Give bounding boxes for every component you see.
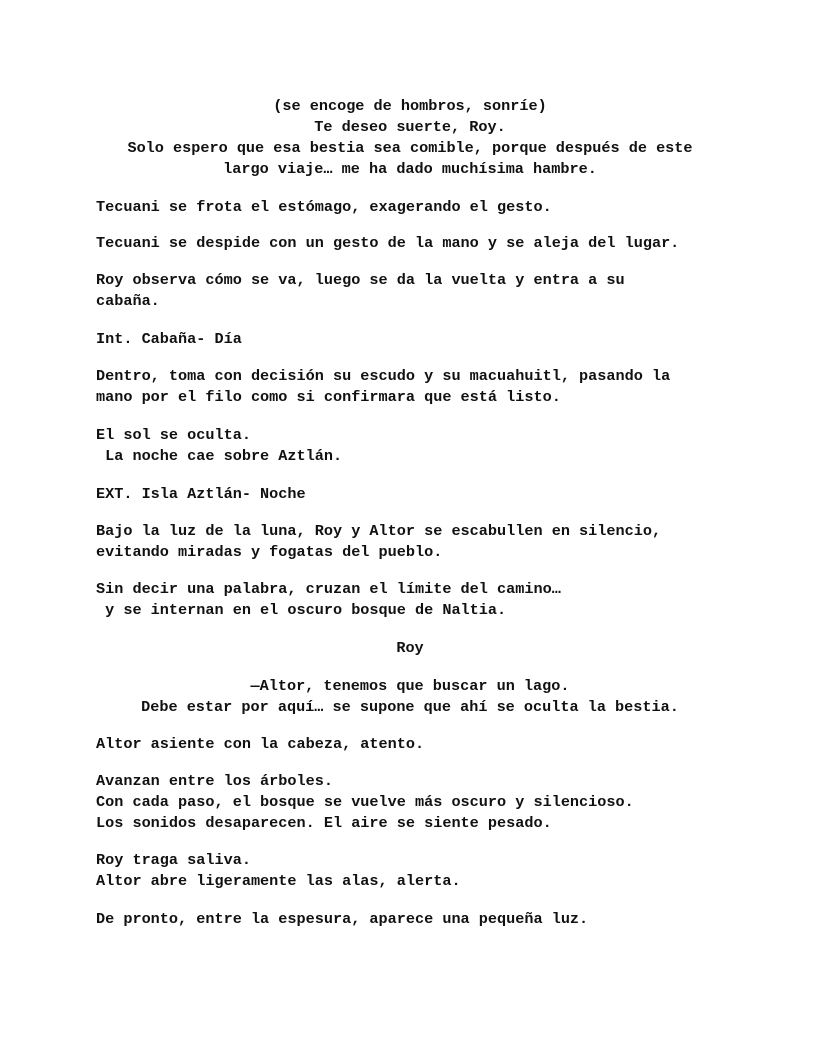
action-line: La noche cae sobre Aztlán. <box>96 447 343 465</box>
action-line: Bajo la luz de la luna, Roy y Altor se escabullen en silencio, <box>96 522 662 540</box>
action-line: Tecuani se frota el estómago, exagerando el gesto. <box>96 198 552 216</box>
dialogue-line: Te deseo suerte, Roy. <box>314 118 506 136</box>
action-line: Sin decir una palabra, cruzan el límite del camino… <box>96 580 561 598</box>
action-line: Tecuani se despide con un gesto de la mano y se aleja del lugar. <box>96 234 680 252</box>
dialogue-line: Solo espero que esa bestia sea comible, porque después de este <box>127 139 693 157</box>
action-line: Dentro, toma con decisión su escudo y su macuahuitl, pasando la <box>96 367 671 385</box>
action-line: y se internan en el oscuro bosque de Naltia. <box>96 601 507 619</box>
action-line: Altor asiente con la cabeza, atento. <box>96 735 425 753</box>
parenthetical: (se encoge de hombros, sonríe) <box>273 97 547 115</box>
action-line: evitando miradas y fogatas del pueblo. <box>96 543 443 561</box>
dialogue-line: Debe estar por aquí… se supone que ahí se oculta la bestia. <box>141 698 679 716</box>
action-line: Con cada paso, el bosque se vuelve más oscuro y silencioso. <box>96 793 634 811</box>
action-line: cabaña. <box>96 292 160 310</box>
dialogue-line: —Altor, tenemos que buscar un lago. <box>250 677 570 695</box>
scene-heading: Int. Cabaña- Día <box>96 330 242 348</box>
dialogue-line: largo viaje… me ha dado muchísima hambre. <box>223 160 597 178</box>
scene-heading: EXT. Isla Aztlán- Noche <box>96 485 306 503</box>
action-line: Los sonidos desaparecen. El aire se siente pesado. <box>96 814 552 832</box>
action-line: mano por el filo como si confirmara que está listo. <box>96 388 561 406</box>
action-line: Roy observa cómo se va, luego se da la vuelta y entra a su <box>96 271 625 289</box>
action-line: Avanzan entre los árboles. <box>96 772 333 790</box>
action-line: Roy traga saliva. <box>96 851 251 869</box>
action-line: De pronto, entre la espesura, aparece una pequeña luz. <box>96 910 589 928</box>
action-line: El sol se oculta. <box>96 426 251 444</box>
action-line: Altor abre ligeramente las alas, alerta. <box>96 872 461 890</box>
character-name: Roy <box>396 639 424 657</box>
